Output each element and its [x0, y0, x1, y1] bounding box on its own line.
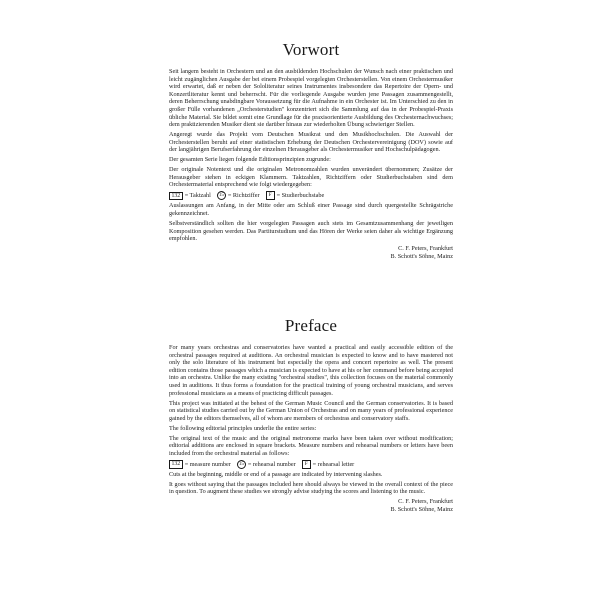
preface-paragraph-3: The following editorial principles underlie the entire series: [169, 424, 317, 432]
measure-number-label: = measure number [184, 460, 231, 468]
vorwort-signature-line-2: B. Schott's Söhne, Mainz [390, 253, 453, 261]
preface-signature [169, 498, 453, 514]
preface-paragraph-6: It goes without saying that the passages included here should always be viewed in the overall context of the piece in question. To augment these studies we strongly advise studying the scores and listening to the music. [169, 480, 453, 496]
vorwort-section [169, 40, 453, 261]
preface-legend [169, 460, 453, 469]
vorwort-paragraph-4: Der originale Notentext und die originalen Metronomzahlen wurden unverändert übernommen; Zusätze der Herausgeber stehen in eckigen Klammern. Taktzahlen, Richtziffern oder Studierbuchstaben sind dem Orchestermaterial entsprechend wie folgt wiedergegeben: [169, 166, 453, 189]
rehearsal-number-circle: 15 [238, 461, 244, 467]
rehearsal-letter-box: F [266, 191, 275, 200]
preface-section [169, 316, 453, 514]
preface-title: Preface [284, 316, 338, 335]
preface-paragraph-4: The original text of the music and the original metronome marks have been taken over without modification; editorial additions are enclosed in square brackets. Measure numbers and rehearsal numbers or letters have been included from the orchestral material as follows: [169, 434, 453, 457]
vorwort-paragraph-2: Angeregt wurde das Projekt vom Deutschen Musikrat und den Musikhochschulen. Die Auswahl der Orchesterstellen beruht auf einer statistischen Erhebung der Deutschen Orchestervereinigung (DOV) sowie auf der langjährigen Berufserfahrung der einzelnen Herausgeber als Orchestermusiker und Hochschulpädagogen. [169, 131, 453, 154]
rehearsal-number-label: = rehearsal number [247, 460, 296, 468]
rehearsal-number-label: = Richtziffer [227, 192, 260, 200]
measure-number-box: 132 [169, 460, 183, 469]
rehearsal-letter-label: = rehearsal letter [312, 460, 355, 468]
measure-number-box: 132 [169, 192, 183, 201]
vorwort-paragraph-3: Der gesamten Serie liegen folgende Editionsprinzipien zugrunde: [169, 156, 331, 164]
vorwort-title: Vorwort [282, 40, 340, 59]
preface-signature-line-1: C. F. Peters, Frankfurt [398, 498, 453, 506]
vorwort-legend [169, 191, 453, 200]
vorwort-paragraph-5: Auslassungen am Anfang, in der Mitte oder am Schluß einer Passage sind durch quergestellte Schrägstriche gekennzeichnet. [169, 202, 453, 218]
measure-number-label: = Taktzahl [184, 192, 211, 200]
preface-signature-line-2: B. Schott's Söhne, Mainz [390, 506, 453, 514]
rehearsal-letter-box: F [302, 460, 311, 469]
vorwort-signature [169, 245, 453, 261]
preface-paragraph-2: This project was initiated at the behest of the German Music Council and the German conservatories. It is based on statistical studies carried out by the German Union of Orchestras and on many years of professional experience gained by the editors themselves, all of whom are members of orchestras and conservatory staffs. [169, 399, 453, 422]
rehearsal-number-circle: 15 [218, 193, 224, 199]
preface-paragraph-5: Cuts at the beginning, middle or end of a passage are indicated by intervening slashes. [169, 470, 383, 478]
vorwort-paragraph-6: Selbstverständlich sollten die hier vorgelegten Passagen auch stets im Gesamtzusammenhang der jeweiligen Komposition gesehen werden. Das Partiturstudium und das Hören der Werke seien daher als wichtige Ergänzung empfohlen. [169, 220, 453, 243]
preface-paragraph-1: For many years orchestras and conservatories have wanted a practical and easily accessible edition of the orchestral passages required at auditions. An orchestral musician is expected to know and to have mastered not only the solo literature of his instrument but especially the opera and concert repertoire as well. The present edition contains those passages which a musician is expected to have at his or her command before being accepted into an orchestra. Unlike the many existing "orchestral studies", this collection focuses on the material commonly used in auditions. It thus forms a foundation for the practical training of young orchestral musicians, and serves professional musicians as a means of practicing difficult passages. [169, 344, 453, 397]
vorwort-paragraph-1: Seit langem besteht in Orchestern und an den ausbildenden Hochschulen der Wunsch nach einer praktischen und leicht zugänglichen Ausgabe der bei einem Probespiel vorgelegten Orchesterstellen. Von einem Orchestermusiker wird erwartet, daß er neben der Sololiteratur seines Instrumentes insbesondere das Repertoire der Opern- und Konzertliteratur kennt und beherrscht. Für die vorliegende Ausgabe wurden jene Passagen zusammengestellt, deren Beherrschung unabdingbare Voraussetzung für die Aufnahme in ein Orchester ist. Im Unterschied zu den in großer Fülle vorhandenen „Orchesterstudien" konzentriert sich die Sammlung auf das in der Probespiel-Praxis übliche Material. Sie bildet somit eine Grundlage für die praxisorientierte Ausbildung des Orchesternachwuchses; dem praktizierenden Musiker dient sie darüber hinaus zur wiederholten Übung schwieriger Stellen. [169, 68, 453, 129]
vorwort-signature-line-1: C. F. Peters, Frankfurt [398, 245, 453, 253]
rehearsal-letter-label: = Studierbuchstabe [276, 192, 325, 200]
